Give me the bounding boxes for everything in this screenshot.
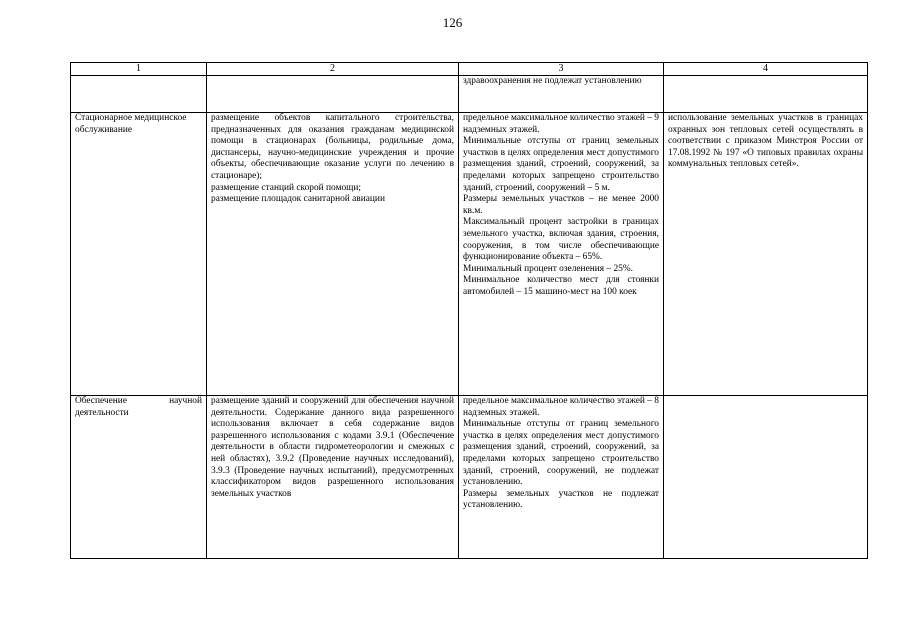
parameter-paragraph: Максимальный процент застройки в границах земельного участка, включая здания, строения, сооружения, в том числе обеспечивающие функционирование объекта – 65%. bbox=[463, 217, 659, 263]
continuation-cell-2 bbox=[207, 76, 459, 113]
parameter-paragraph: Минимальный процент озеленения – 25%. bbox=[463, 263, 633, 274]
row-description bbox=[207, 396, 459, 559]
parameter-paragraph: Минимальные отступы от границ земельных участков в целях определения мест допустимого размещения зданий, строений, сооружений, за пределами которых запрещено строительство зданий, строений, сооружений – 5 м. bbox=[463, 136, 659, 193]
parameter-paragraph: предельное максимальное количество этажей – 9 надземных этажей. bbox=[463, 113, 659, 135]
table-row bbox=[71, 113, 868, 396]
description-paragraph: размещение зданий и сооружений для обеспечения научной деятельности. Содержание данного вида разрешенного использования включает в себя содержание видов разрешенного использования с кодами 3.9.1 (Обеспечение деятельности в области гидрометеорологии и смежных с ней областях), 3.9.2 (Проведение научных исследований), 3.9.3 (Проведение научных испытаний), предусмотренных классификатором видов разрешенного использования земельных участков bbox=[211, 396, 454, 499]
row-restrictions: использование земельных участков в границах охранных зон тепловых сетей осуществлять в соответствии с приказом Минстроя России от 17.08.1992 № 197 «О типовых правилах охраны коммунальных тепловых сетей». bbox=[664, 113, 868, 396]
row-parameters bbox=[459, 396, 664, 559]
description-paragraph: размещение объектов капитального строительства, предназначенных для оказания гражданам медицинской помощи в стационарах (больницы, родильные дома, диспансеры, научно-медицинские учреждения и прочие объекты, обеспечивающие оказание услуги по лечению в стационаре); bbox=[211, 113, 454, 181]
header-col-1: 1 bbox=[71, 63, 207, 76]
row-name: Обеспечение научной деятельности bbox=[71, 396, 207, 559]
regulations-table bbox=[70, 62, 868, 559]
row-parameters bbox=[459, 113, 664, 396]
table-header-row bbox=[71, 63, 868, 76]
continuation-cell-4 bbox=[664, 76, 868, 113]
header-col-3: 3 bbox=[459, 63, 664, 76]
description-paragraph: размещение площадок санитарной авиации bbox=[211, 194, 385, 205]
table-row bbox=[71, 396, 868, 559]
row-name: Стационарное медицинское обслуживание bbox=[71, 113, 207, 396]
row-description bbox=[207, 113, 459, 396]
row-restrictions bbox=[664, 396, 868, 559]
continuation-cell-1 bbox=[71, 76, 207, 113]
description-paragraph: размещение станций скорой помощи; bbox=[211, 182, 362, 193]
parameter-paragraph: предельное максимальное количество этажей – 8 надземных этажей. bbox=[463, 396, 659, 418]
continuation-row bbox=[71, 76, 868, 113]
parameter-paragraph: Минимальные отступы от границ земельного участка в целях определения мест допустимого размещения зданий, строений, сооружений, за пределами которых запрещено строительство зданий, строений, сооружений, не подлежат установлению. bbox=[463, 419, 659, 488]
continuation-cell-3: здравоохранения не подлежат установлению bbox=[459, 76, 664, 113]
header-col-2: 2 bbox=[207, 63, 459, 76]
parameter-paragraph: Размеры земельных участков не подлежат установлению. bbox=[463, 488, 659, 511]
header-col-4: 4 bbox=[664, 63, 868, 76]
parameter-paragraph: Размеры земельных участков – не менее 2000 кв.м. bbox=[463, 194, 659, 216]
parameter-paragraph: Минимальное количество мест для стоянки автомобилей – 15 машино-мест на 100 коек bbox=[463, 275, 659, 297]
page-number: 126 bbox=[442, 15, 463, 30]
